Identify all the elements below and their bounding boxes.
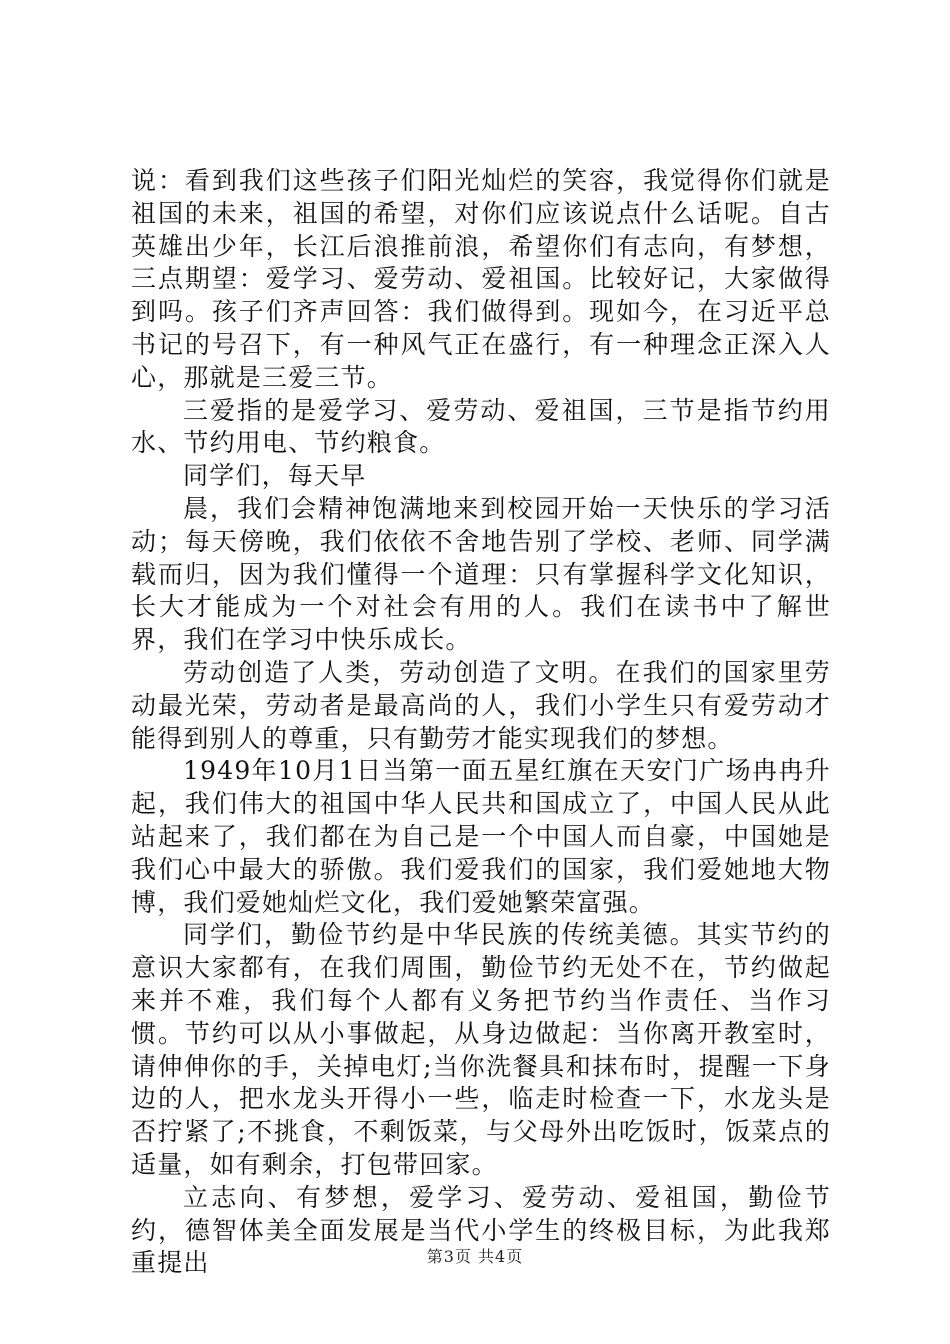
paragraph-3: 同学们，每天早 [183,461,367,491]
paragraph-5: 劳动创造了人类，劳动创造了文明。在我们的国家里劳动最光荣，劳动者是最高尚的人，我们小学生只有爱劳动才能得到别人的尊重，只有勤劳才能实现我们的梦想。 [131,657,831,753]
paragraph-2: 三爱指的是爱学习、爱劳动、爱祖国，三节是指节约用水、节约用电、节约粮食。 [131,395,831,458]
paragraph-4: 晨，我们会精神饱满地来到校园开始一天快乐的学习活动；每天傍晚，我们依依不舍地告别了学校、老师、同学满载而归，因为我们懂得一个道理：只有掌握科学文化知识，长大才能成为一个对社会有用的人。我们在读书中了解世界，我们在学习中快乐成长。 [131,493,831,655]
paragraph-7: 同学们，勤俭节约是中华民族的传统美德。其实节约的意识大家都有，在我们周围，勤俭节约无处不在，节约做起来并不难，我们每个人都有义务把节约当作责任、当作习惯。节约可以从小事做起，从身边做起：当你离开教室时，请伸伸你的手，关掉电灯;当你洗餐具和抹布时，提醒一下身边的人，把水龙头开得小一些，临走时检查一下，水龙头是否拧紧了;不挑食，不剩饭菜，与父母外出吃饭时，饭菜点的适量，如有剩余，打包带回家。 [131,920,831,1179]
paragraph-8: 立志向、有梦想，爱学习、爱劳动、爱祖国，勤俭节约，德智体美全面发展是当代小学生的终极目标，为此我郑重提出 [131,1182,831,1278]
paragraph-1: 说：看到我们这些孩子们阳光灿烂的笑容，我觉得你们就是祖国的未来，祖国的希望，对你们应该说点什么话呢。自古英雄出少年，长江后浪推前浪，希望你们有志向，有梦想，三点期望：爱学习、爱劳动、爱祖国。比较好记，大家做得到吗。孩子们齐声回答：我们做得到。现如今，在习近平总书记的号召下，有一种风气正在盛行，有一种理念正深入人心，那就是三爱三节。 [131,166,831,392]
document-body [131,165,831,1280]
page-number-footer: 第3页 共4页 [426,1247,524,1266]
paragraph-6: 1949年10月1日当第一面五星红旗在天安门广场冉冉升起，我们伟大的祖国中华人民共和国成立了，中国人民从此站起来了，我们都在为自己是一个中国人而自豪，中国她是我们心中最大的骄傲。我们爱我们的国家，我们爱她地大物博，我们爱她灿烂文化，我们爱她繁荣富强。 [131,756,831,917]
